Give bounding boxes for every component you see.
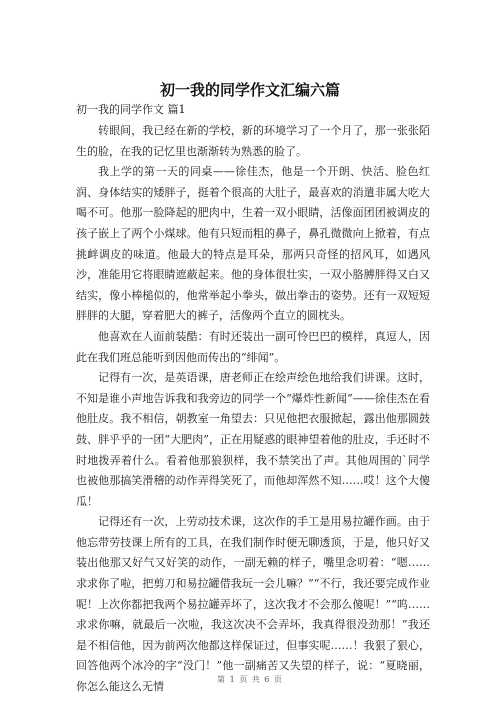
paragraph: 记得还有一次，上劳动技术课，这次作的手工是用易拉罐作画。由于他忘带劳技课上所有的工具，在我们制作时便无聊透顶，于是，他只好又装出他那又好气又好笑的动作，一副无赖的样子，嘴里念叨着：“嗯……求求你了啦，把剪刀和易拉罐借我玩一会儿嘛？”“不行，我还要完成作业呢！上次你都把我两个易拉罐弄坏了，这次我才不会那么傻呢！”“呜……求求你嘛，就最后一次啦，我这次决不会弄坏，我真得很没劲那！”我还是不相信他，因为前两次他都这样保证过，但事实呢……！我狠了狠心，回答他两个冰冷的字“没门！”他一副痛苦又失望的样子，说：“夏晓丽，你怎么能这么无情 (76, 515, 430, 694)
section-heading: 初一我的同学作文 篇1 (76, 103, 186, 116)
paragraph: 转眼间，我已经在新的学校，新的环境学习了一个月了，那一张张陌生的脸，在我的记忆里也渐渐转为熟悉的脸了。 (76, 124, 430, 158)
page-footer: 第 1 页 共 6 页 (217, 675, 283, 684)
paragraph: 他喜欢在人面前装酷：有时还装出一副可怜巴巴的模样，真逗人，因此在我们班总能听到因他而传出的“绯闻”。 (76, 329, 430, 364)
document-body (76, 121, 430, 698)
paragraph: 记得有一次，是英语课，唐老师正在绘声绘色地给我们讲课。这时，不知是谁小声地告诉我和我旁边的同学一个“爆炸性新闻”——徐佳杰在看他肚皮。我不相信，朝教室一角望去：只见他把衣服掀起，露出他那圆鼓鼓、胖乎乎的一团“大肥肉”，正在用疑惑的眼神望着他的肚皮，手还时不时地拨弄着什么。看着他那狼狈样，我不禁笑出了声。其他周围的`同学也被他那搞笑滑稽的动作弄得笑死了，而他却浑然不知……哎！这个大傻瓜！ (76, 371, 430, 508)
document-title: 初一我的同学作文汇编六篇 (159, 81, 340, 99)
paragraph: 我上学的第一天的同桌——徐佳杰，他是一个开朗、快活、脸色红润、身体结实的矮胖子，挺着个很高的大肚子，最喜欢的消遣非属大吃大喝不可。他那一脸降起的肥肉中，生着一双小眼睛，活像面团团被调皮的孩子嵌上了两个小煤球。他有只短而粗的鼻子，鼻孔微微向上掀着，有点挑衅调皮的味道。他最大的特点是耳朵，那两只奇怪的招风耳，如遇风沙，准能用它将眼睛遮蔽起来。他的身体很壮实，一双小胳膊胖得又白又结实，像小棒槌似的，他常举起小拳头，做出拳击的姿势。还有一双短短胖胖的大腿，穿着肥大的裤子，活像两个直立的圆枕头。 (76, 165, 430, 323)
